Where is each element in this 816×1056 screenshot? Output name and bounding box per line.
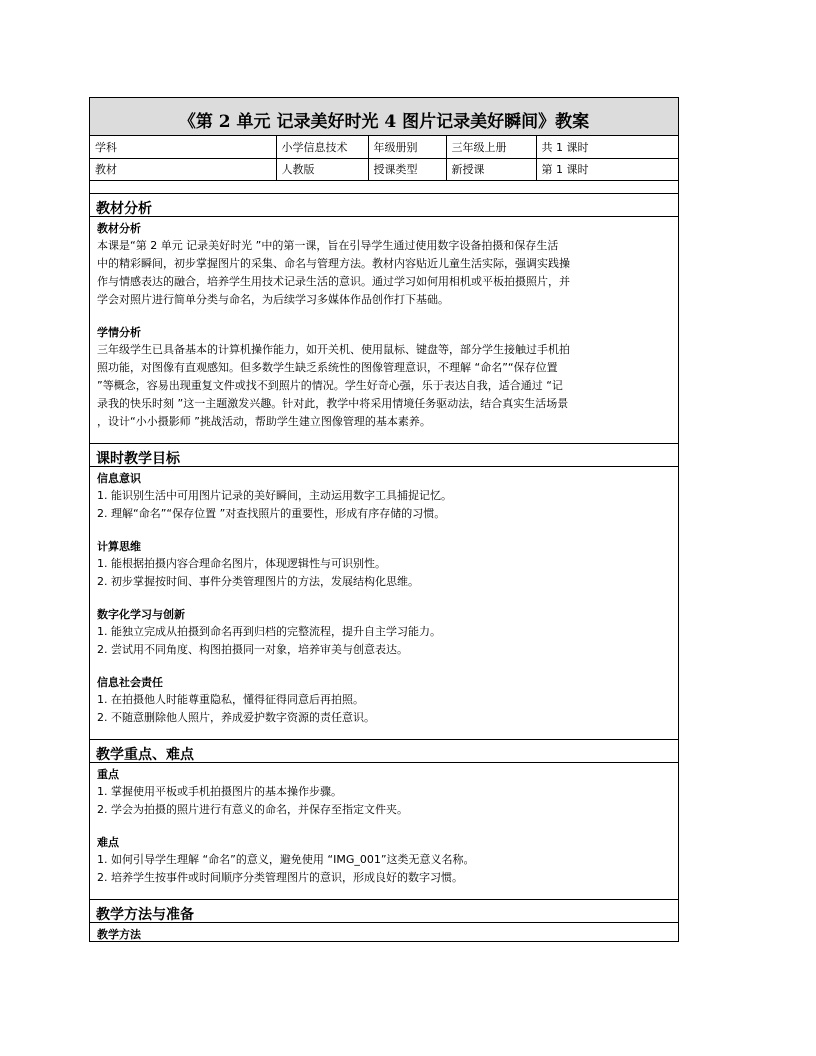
label-subject: 学科 — [90, 136, 276, 158]
keypoint-item: 1. 掌握使用平板或手机拍摄图片的基本操作步骤。 — [97, 784, 342, 798]
lesson-plan-document — [89, 97, 679, 942]
label-textbook: 教材 — [90, 158, 276, 180]
objective-item: 2. 理解“命名”“保存位置 ”对查找照片的重要性，形成有序存储的习惯。 — [97, 506, 446, 520]
subheading-teaching-methods: 教学方法 — [97, 927, 141, 941]
value-lesson-number: 第 1 课时 — [536, 158, 679, 180]
value-subject: 小学信息技术 — [276, 136, 368, 158]
analysis-body — [90, 217, 678, 431]
info-table — [90, 136, 679, 181]
label-grade: 年级册别 — [368, 136, 446, 158]
objectives-body — [90, 467, 678, 727]
keypoint-group-title: 重点 — [97, 767, 119, 781]
objective-group-title: 数字化学习与创新 — [97, 607, 185, 621]
objective-item: 1. 能独立完成从拍摄到命名再到归档的完整流程，提升自主学习能力。 — [97, 624, 441, 638]
value-total-hours: 共 1 课时 — [536, 136, 679, 158]
textbook-line: 作与情感表达的融合，培养学生用技术记录生活的意识。通过学习如何用相机或平板拍摄照片，并 — [97, 274, 570, 288]
subheading-learner-analysis: 学情分析 — [97, 325, 141, 339]
methods-body — [90, 923, 678, 943]
objective-item: 1. 能根据拍摄内容合理命名图片，体现逻辑性与可识别性。 — [97, 556, 386, 570]
learner-line: ，设计“小小摄影师 ”挑战活动，帮助学生建立图像管理的基本素养。 — [97, 414, 431, 428]
learner-line: 录我的快乐时刻 ”这一主题激发兴趣。针对此，教学中将采用情境任务驱动法，结合真实生活场景 — [97, 396, 569, 410]
value-grade: 三年级上册 — [446, 136, 536, 158]
objective-item: 1. 能识别生活中可用图片记录的美好瞬间，主动运用数字工具捕捉记忆。 — [97, 488, 452, 502]
label-lesson-type: 授课类型 — [368, 158, 446, 180]
section-heading-objectives: 课时教学目标 — [90, 443, 678, 467]
objective-item: 2. 不随意删除他人照片，养成爱护数字资源的责任意识。 — [97, 710, 375, 724]
objective-group-title: 信息意识 — [97, 471, 141, 485]
document-title: 《第 2 单元 记录美好时光 4 图片记录美好瞬间》教案 — [90, 98, 678, 136]
keypoint-item: 2. 学会为拍摄的照片进行有意义的命名，并保存至指定文件夹。 — [97, 802, 408, 816]
section-heading-keypoints: 教学重点、难点 — [90, 739, 678, 763]
keypoint-group-title: 难点 — [97, 835, 119, 849]
keypoint-item: 2. 培养学生按事件或时间顺序分类管理图片的意识，形成良好的数字习惯。 — [97, 870, 463, 884]
objective-item: 1. 在拍摄他人时能尊重隐私，懂得征得同意后再拍照。 — [97, 692, 364, 706]
value-textbook: 人教版 — [276, 158, 368, 180]
value-lesson-type: 新授课 — [446, 158, 536, 180]
objective-group-title: 计算思维 — [97, 539, 141, 553]
objective-item: 2. 初步掌握按时间、事件分类管理图片的方法，发展结构化思维。 — [97, 574, 419, 588]
keypoints-body — [90, 763, 678, 887]
textbook-line: 学会对照片进行简单分类与命名，为后续学习多媒体作品创作打下基础。 — [97, 292, 449, 306]
learner-line: ”等概念，容易出现重复文件或找不到照片的情况。学生好奇心强，乐于表达自我，适合通过 “记 — [97, 378, 563, 392]
subheading-textbook-analysis: 教材分析 — [97, 221, 141, 235]
info-row-textbook — [90, 158, 679, 180]
objective-item: 2. 尝试用不同角度、构图拍摄同一对象，培养审美与创意表达。 — [97, 642, 408, 656]
section-heading-methods: 教学方法与准备 — [90, 899, 678, 923]
objective-group-title: 信息社会责任 — [97, 675, 163, 689]
textbook-line: 中的精彩瞬间，初步掌握图片的采集、命名与管理方法。教材内容贴近儿童生活实际，强调实践操 — [97, 256, 570, 270]
textbook-line: 本课是“第 2 单元 记录美好时光 ”中的第一课，旨在引导学生通过使用数字设备拍摄和保存生活 — [97, 238, 559, 252]
learner-line: 三年级学生已具备基本的计算机操作能力，如开关机、使用鼠标、键盘等，部分学生接触过手机拍 — [97, 342, 570, 356]
learner-line: 照功能，对图像有直观感知。但多数学生缺乏系统性的图像管理意识，不理解 “命名”“保存位置 — [97, 360, 558, 374]
keypoint-item: 1. 如何引导学生理解 “命名”的意义，避免使用 “IMG_001”这类无意义名称。 — [97, 852, 475, 866]
info-row-subject — [90, 136, 679, 158]
section-heading-analysis: 教材分析 — [90, 193, 678, 217]
